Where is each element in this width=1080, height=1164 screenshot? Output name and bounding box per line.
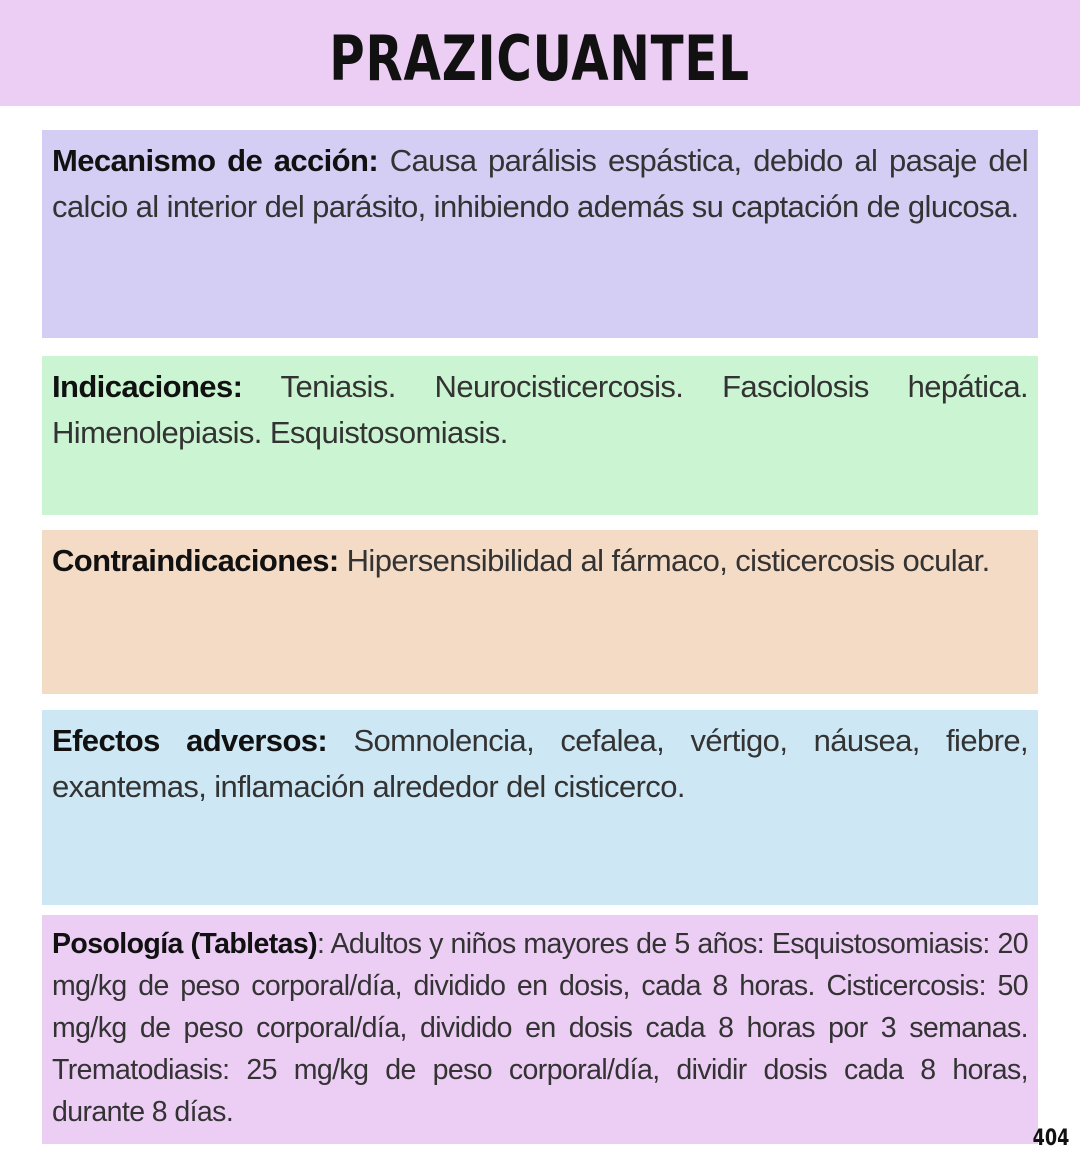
section-text: Hipersensibilidad al fármaco, cisticercosis ocular. — [338, 543, 990, 578]
section-label: Efectos adversos: — [52, 723, 328, 758]
section-dosage — [42, 915, 1038, 1144]
title-banner — [0, 0, 1080, 106]
section-indications — [42, 356, 1038, 515]
section-label: Contraindicaciones: — [52, 543, 339, 578]
section-text: Causa parálisis espástica, debido al pasaje del calcio al interior del parásito, inhibiendo además su captación de glucosa. — [52, 143, 1028, 224]
section-text: : Adultos y niños mayores de 5 años: Esquistosomiasis: 20 mg/kg de peso corporal/día, dividido en dosis, cada 8 horas. Cisticercosis: 50 mg/kg de peso corporal/día, dividido en dosis cada 8 horas por 3 semanas. Trematodiasis: 25 mg/kg de peso corporal/día, dividir dosis cada 8 horas, durante 8 días. — [52, 928, 1028, 1128]
section-label: Indicaciones: — [52, 369, 243, 404]
section-adverse-effects — [42, 710, 1038, 905]
section-text: Teniasis. Neurocisticercosis. Fasciolosis hepática. Himenolepiasis. Esquistosomiasis. — [52, 369, 1028, 450]
section-mechanism — [42, 130, 1038, 338]
section-contraindications — [42, 530, 1038, 694]
section-text: Somnolencia, cefalea, vértigo, náusea, fiebre, exantemas, inflamación alrededor del cisticerco. — [52, 723, 1029, 804]
page-number: 404 — [1032, 1126, 1070, 1151]
section-label: Mecanismo de acción: — [52, 143, 379, 178]
section-label: Posología (Tabletas) — [52, 928, 318, 960]
page-title: PRAZICUANTEL — [329, 21, 751, 95]
